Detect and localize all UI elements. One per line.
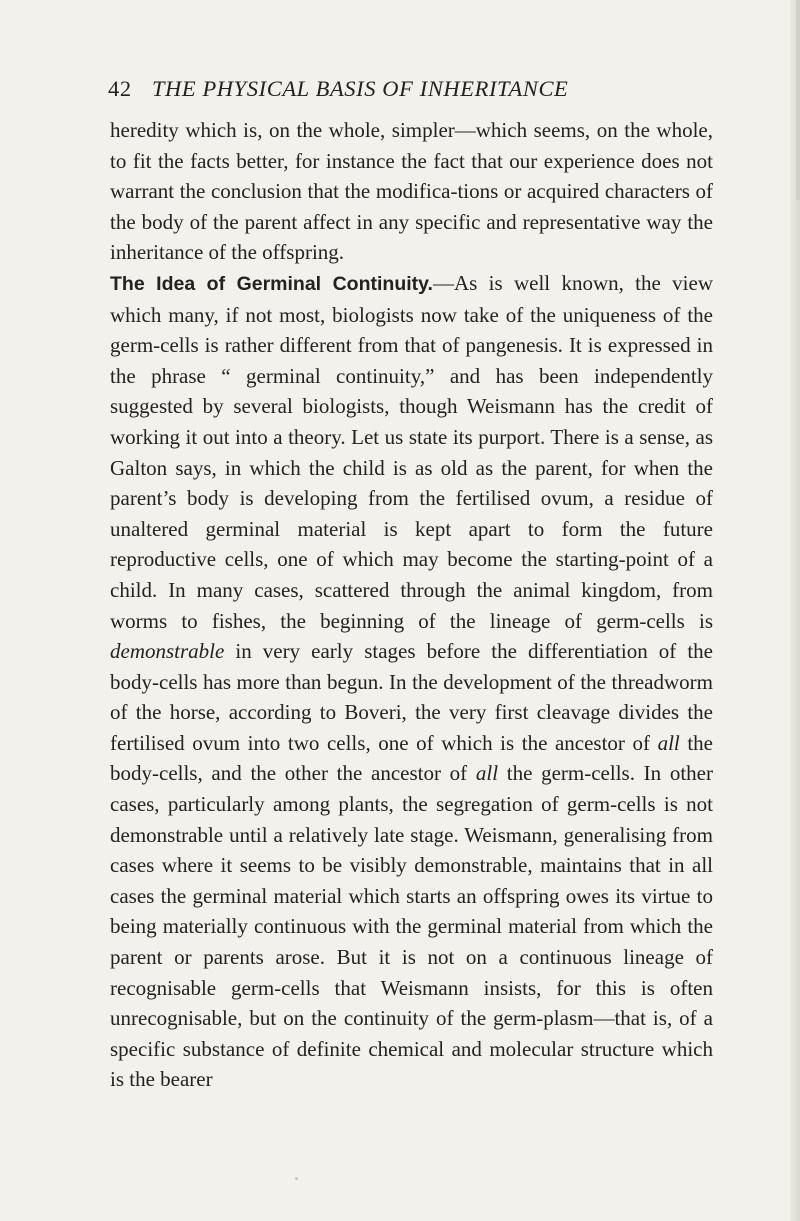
page-header (108, 74, 708, 104)
page-edge-shadow (796, 0, 800, 200)
paper-speck (295, 1177, 298, 1180)
section-heading: The Idea of Germinal Continuity. (110, 272, 433, 295)
emphasis-text: demonstrable (110, 639, 225, 664)
running-title: THE PHYSICAL BASIS OF INHERITANCE (151, 76, 569, 101)
paragraph-text: in very early stages before the differentiation of the body-cells has more than begun. In the development of the threadworm of the horse, according to Boveri, the very first cleavage divides the fertilised ovum into two cells, one of which is the ancestor of (110, 639, 713, 755)
paragraph: heredity which is, on the whole, simpler—which seems, on the whole, to fit the facts better, for instance the fact that our experience does not warrant the conclusion that the modifica-tions or acquired characters of the body of the parent affect in any specific and representative way the inheritance of the offspring. (110, 118, 713, 265)
paragraph (110, 268, 713, 1095)
paragraph-text: the body-cells, and the other the ancestor of (110, 730, 714, 786)
page-edge (790, 0, 800, 1221)
emphasis-text: all (475, 761, 499, 786)
body-text (110, 115, 713, 1095)
paragraph-text: the germ-cells. In other cases, particularly among plants, the segregation of germ-cells is not demonstrable until a relatively late stage. Weismann, generalising from cases where it seems to be visibly demonstrable, maintains that in all cases the germinal material which starts an offspring owes its virtue to being materially continuous with the germinal material from which the parent or parents arose. But it is not on a continuous lineage of recognisable germ-cells that Weismann insists, for this is often unrecognisable, but on the continuity of the germ-plasm—that is, of a specific substance of definite chemical and molecular structure which is the bearer (110, 761, 713, 1092)
emphasis-text: all (657, 730, 680, 755)
page-number: 42 (108, 76, 132, 101)
paragraph-text: —As is well known, the view which many, if not most, biologists now take of the uniqueness of the germ-cells is rather different from that of pangenesis. It is expressed in the phrase “ germinal continuity,” and has been independently suggested by several biologists, though Weismann has the credit of working it out into a theory. Let us state its purport. There is a sense, as Galton says, in which the child is as old as the parent, for when the parent’s body is developing from the fertilised ovum, a residue of unaltered germinal material is kept apart to form the future reproductive cells, one of which may become the starting-point of a child. In many cases, scattered through the animal kingdom, from worms to fishes, the beginning of the lineage of germ-cells is (110, 270, 713, 633)
